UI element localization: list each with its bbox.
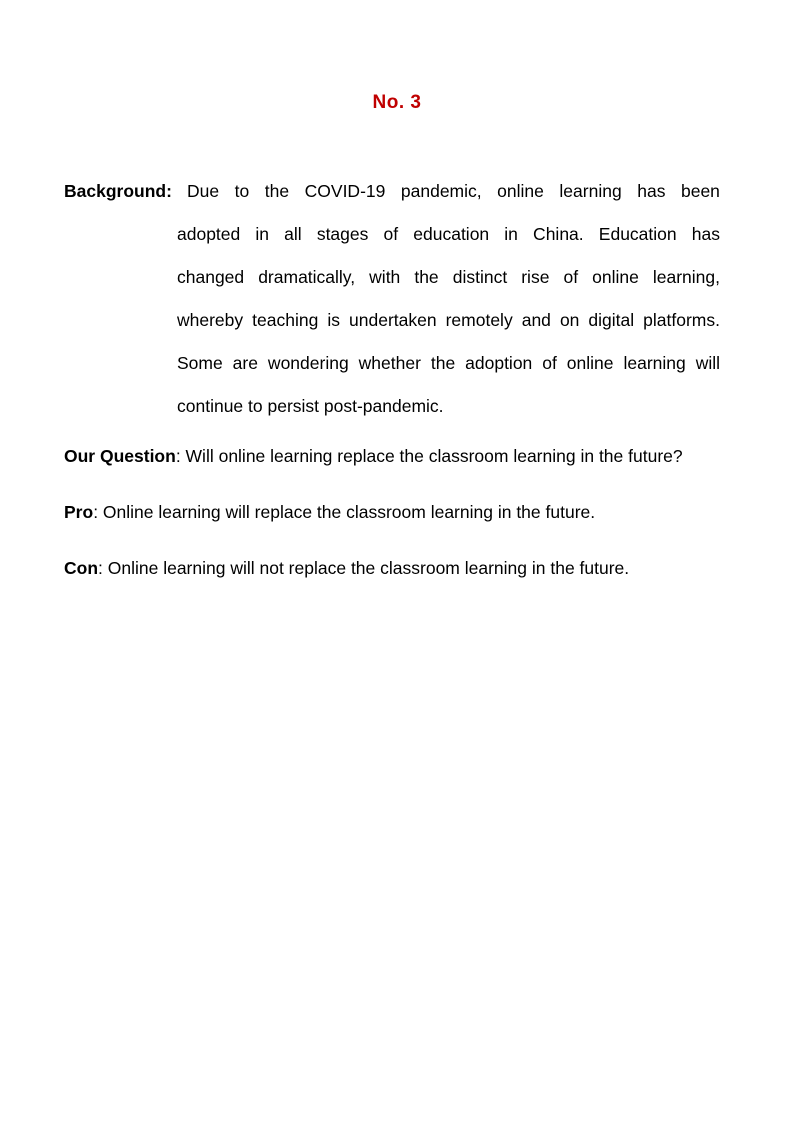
con-section bbox=[64, 556, 744, 580]
pro-section bbox=[64, 500, 744, 524]
background-word: to bbox=[234, 181, 250, 201]
con-text: : Online learning will not replace the classroom learning in the future. bbox=[98, 558, 630, 578]
background-separator: : bbox=[166, 181, 172, 201]
background-word: COVID-19 bbox=[304, 181, 386, 201]
background-label-text: Background bbox=[64, 181, 167, 201]
con-label: Con bbox=[64, 558, 99, 578]
background-line: whereby teaching is undertaken remotely and on digital platforms. bbox=[177, 310, 720, 330]
background-word: Due bbox=[187, 181, 220, 201]
background-line: changed dramatically, with the distinct rise of online learning, bbox=[177, 267, 720, 287]
question-label: Our Question bbox=[64, 446, 176, 466]
background-line: adopted in all stages of education in China. Education has bbox=[177, 224, 720, 244]
background-word: the bbox=[264, 181, 290, 201]
background-word: has bbox=[637, 181, 666, 201]
background-body bbox=[177, 213, 720, 428]
background-word: learning bbox=[559, 181, 622, 201]
pro-label: Pro bbox=[64, 502, 94, 522]
pro-text: : Online learning will replace the classroom learning in the future. bbox=[93, 502, 596, 522]
document-title: No. 3 bbox=[372, 92, 422, 113]
background-line: continue to persist post-pandemic. bbox=[177, 396, 444, 416]
background-word: pandemic, bbox=[400, 181, 482, 201]
background-word: online bbox=[497, 181, 544, 201]
background-label bbox=[64, 170, 172, 213]
question-text: : Will online learning replace the classroom learning in the future? bbox=[175, 446, 683, 466]
background-word: been bbox=[680, 181, 720, 201]
question-section bbox=[64, 444, 744, 468]
background-line: Some are wondering whether the adoption of online learning will bbox=[177, 353, 720, 373]
background-first-line bbox=[187, 170, 720, 213]
